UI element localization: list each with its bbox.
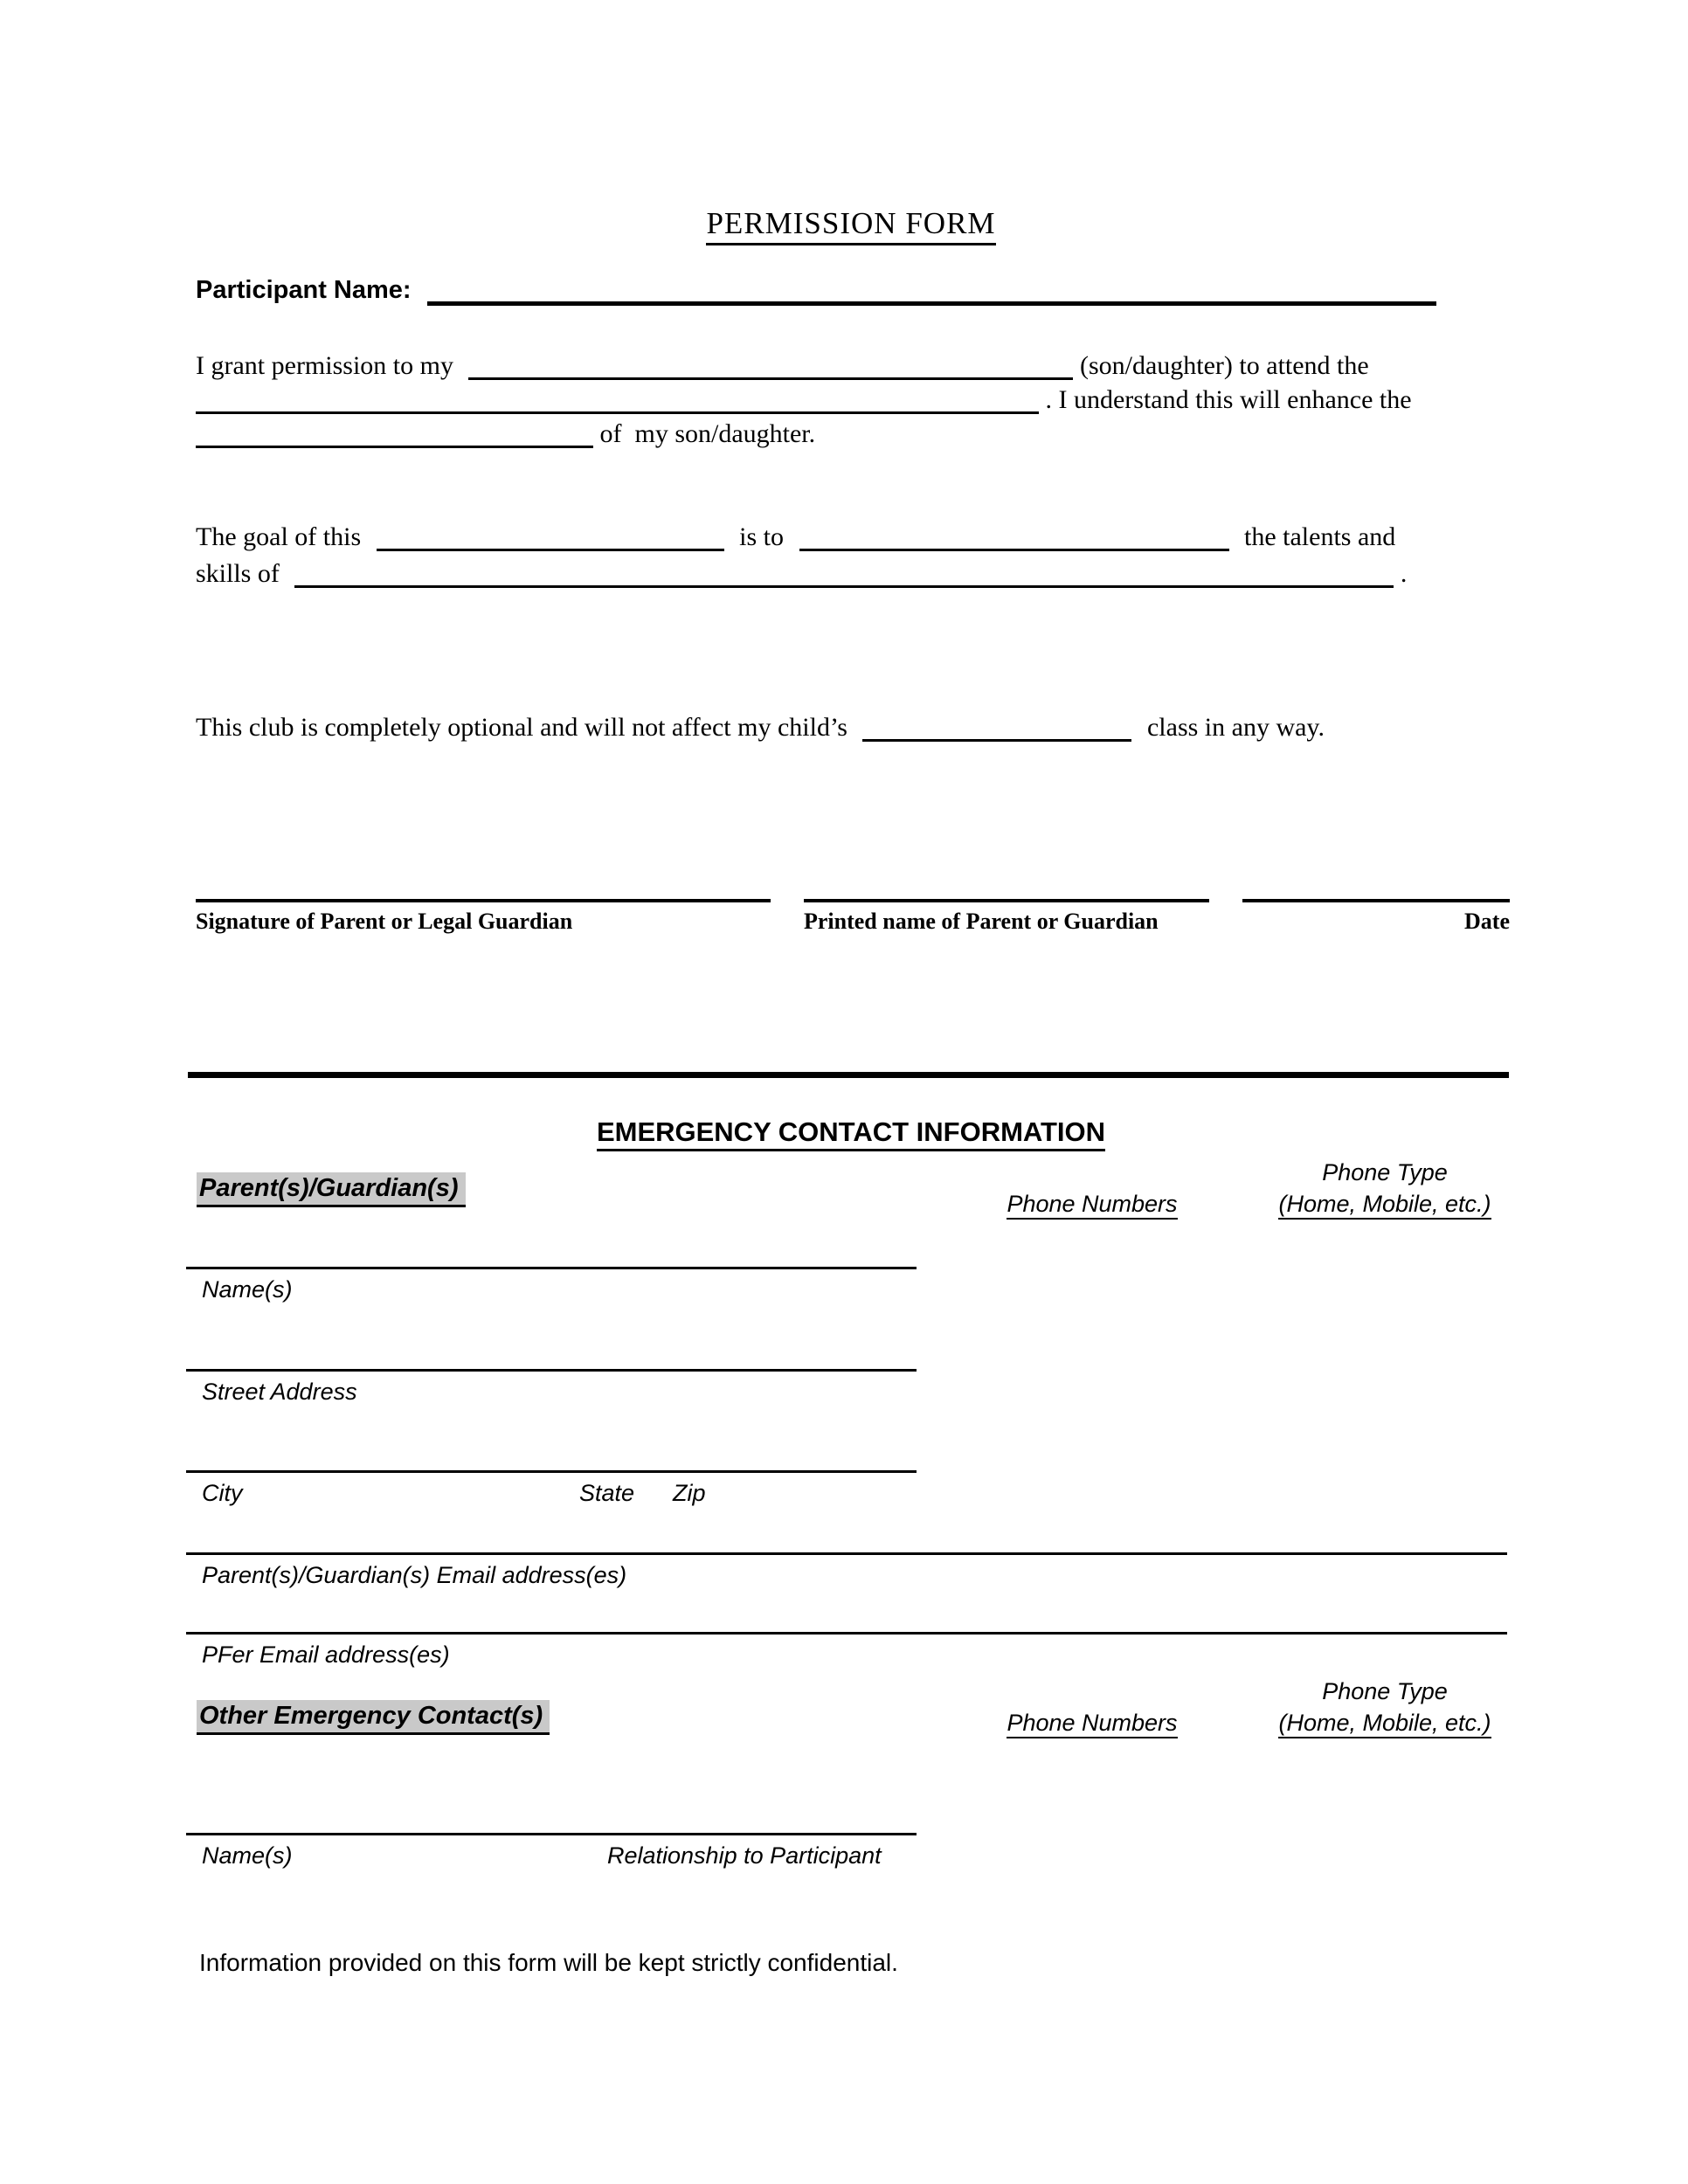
participant-name-row: [196, 278, 1436, 306]
parent-email-line[interactable]: [186, 1552, 1507, 1589]
phone-numbers-header-2-text: Phone Numbers: [1007, 1710, 1177, 1738]
date-line[interactable]: [1242, 899, 1510, 935]
printed-name-label: Printed name of Parent or Guardian: [804, 909, 1159, 934]
phone-type-2-line2: (Home, Mobile, etc.): [1278, 1710, 1491, 1738]
goal-action-blank[interactable]: [799, 538, 1229, 551]
grant-line3-text: of my son/daughter.: [599, 419, 816, 448]
street-address-line[interactable]: [186, 1369, 917, 1406]
enhance-blank[interactable]: [196, 435, 593, 448]
emergency-title-row: [196, 1118, 1506, 1151]
pfer-email-line[interactable]: [186, 1632, 1507, 1669]
grant-line1-text: I grant permission to my: [196, 351, 453, 380]
goal-pre-text: The goal of this: [196, 522, 362, 551]
phone-type-2-line1: Phone Type: [1322, 1678, 1448, 1704]
class-blank[interactable]: [862, 729, 1131, 742]
page-title: PERMISSION FORM: [706, 208, 995, 245]
parent-names-label: Name(s): [202, 1276, 293, 1303]
parents-guardians-header-text: Parent(s)/Guardian(s): [197, 1172, 466, 1207]
grant-line1-text2: (son/daughter) to attend the: [1079, 351, 1369, 380]
phone-type-header: [1249, 1157, 1520, 1220]
signature-label: Signature of Parent or Legal Guardian: [196, 909, 573, 934]
other-contacts-header-text: Other Emergency Contact(s): [197, 1700, 550, 1735]
goal-line-1: [196, 524, 1395, 551]
city-state-zip-line[interactable]: [186, 1470, 917, 1512]
grant-line-1: [196, 353, 1369, 380]
confidentiality-note: Information provided on this form will be kept strictly confidential.: [199, 1949, 898, 1976]
phone-type-line1: Phone Type: [1322, 1159, 1448, 1185]
emergency-section-title: EMERGENCY CONTACT INFORMATION: [597, 1118, 1105, 1151]
other-contact-names-line[interactable]: [186, 1833, 917, 1875]
phone-type-header-2: [1249, 1676, 1520, 1738]
relationship-blank[interactable]: [468, 367, 1073, 380]
relationship-label: Relationship to Participant: [607, 1842, 882, 1869]
phone-numbers-header-2: [979, 1707, 1206, 1738]
page-title-row: [196, 208, 1506, 245]
grant-line-2: [196, 387, 1412, 414]
goal-line-2: [196, 561, 1407, 588]
date-label: Date: [1464, 909, 1510, 934]
club-post-text: class in any way.: [1146, 713, 1325, 742]
goal-period-text: .: [1400, 559, 1408, 588]
skills-of-text: skills of: [196, 559, 280, 588]
grant-line-3: [196, 421, 815, 448]
participant-name-blank[interactable]: [427, 291, 1436, 306]
pfer-email-label: PFer Email address(es): [202, 1641, 450, 1668]
street-address-label: Street Address: [202, 1379, 357, 1405]
section-divider: [188, 1072, 1509, 1078]
goal-activity-blank[interactable]: [377, 538, 724, 551]
participant-name-label: Participant Name:: [196, 276, 412, 304]
club-pre-text: This club is completely optional and will not affect my child’s: [196, 713, 847, 742]
parent-names-line[interactable]: [186, 1267, 917, 1303]
printed-name-line[interactable]: [804, 899, 1209, 935]
phone-numbers-header-text: Phone Numbers: [1007, 1191, 1177, 1220]
phone-type-line2: (Home, Mobile, etc.): [1278, 1191, 1491, 1220]
goal-post-text: the talents and: [1244, 522, 1396, 551]
other-contacts-header: [197, 1700, 550, 1735]
skills-blank[interactable]: [294, 575, 1394, 588]
grant-line2-text: . I understand this will enhance the: [1045, 385, 1412, 414]
zip-label: Zip: [673, 1480, 706, 1506]
other-contact-names-label: Name(s): [202, 1842, 293, 1869]
parent-email-label: Parent(s)/Guardian(s) Email address(es): [202, 1562, 627, 1588]
parents-guardians-header: [197, 1172, 466, 1207]
state-label: State: [579, 1480, 635, 1506]
event-name-blank[interactable]: [196, 401, 1039, 414]
club-sentence: [196, 715, 1325, 742]
city-label: City: [202, 1480, 243, 1506]
goal-mid-text: is to: [739, 522, 784, 551]
signature-line[interactable]: [196, 899, 771, 935]
phone-numbers-header: [979, 1188, 1206, 1220]
